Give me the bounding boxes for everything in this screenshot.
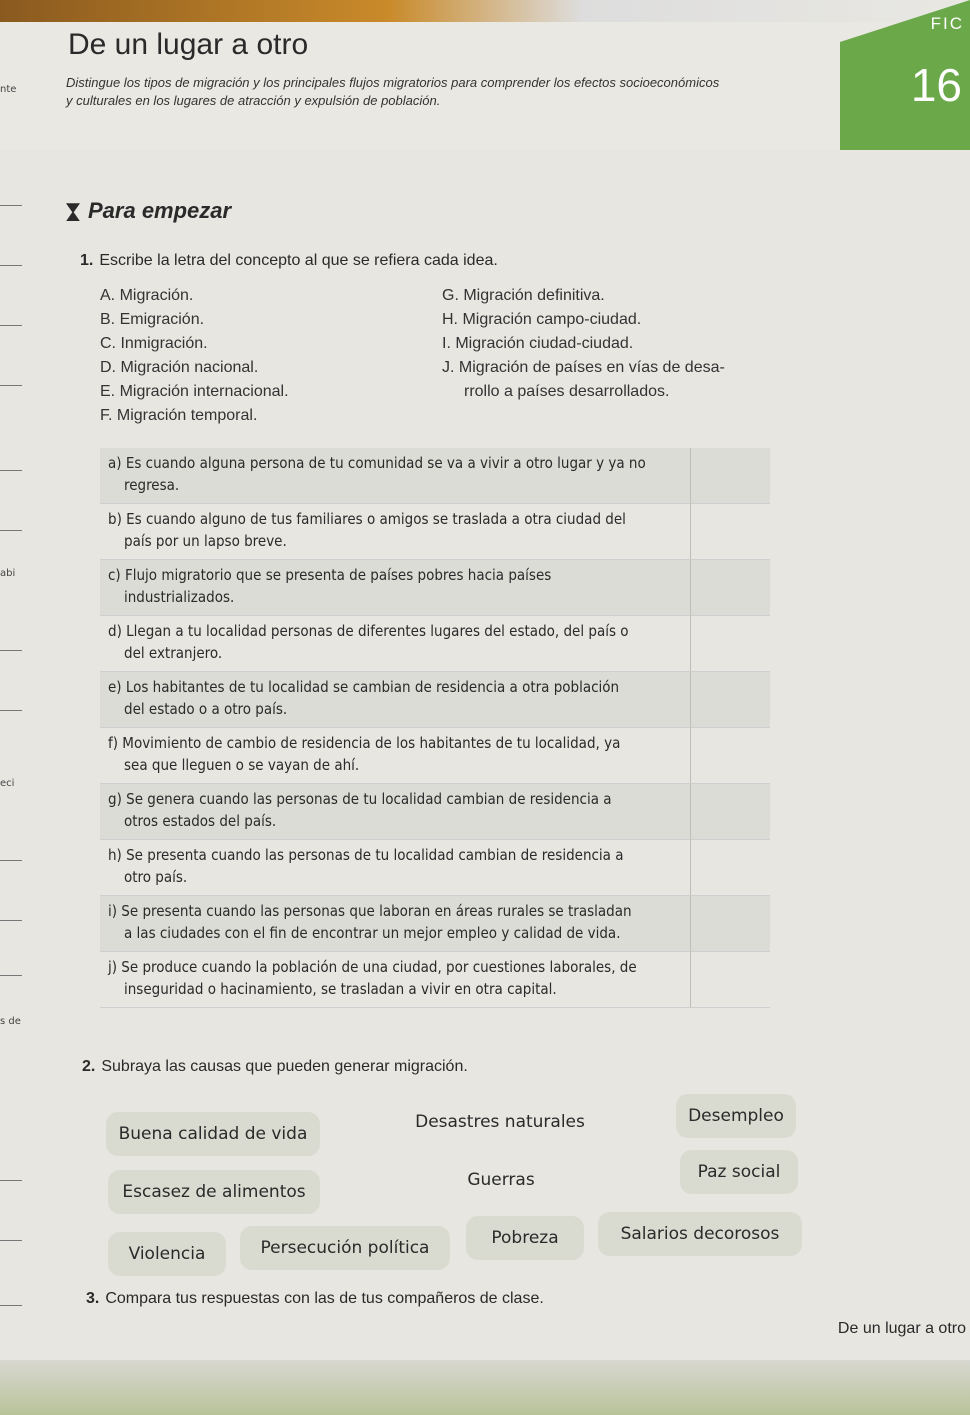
margin-tick (0, 860, 22, 861)
row-text: j) Se produce cuando la población de una ciudad, por cuestiones laborales, de (108, 958, 637, 976)
table-row (100, 504, 690, 560)
margin-tick (0, 1305, 22, 1306)
concept-item: G. Migración definitiva. (442, 287, 605, 304)
page-number: 16 (910, 59, 962, 111)
answer-cell[interactable] (690, 840, 770, 896)
margin-tick (0, 650, 22, 651)
answer-cell[interactable] (690, 504, 770, 560)
page-footer: De un lugar a otro (837, 1320, 966, 1337)
row-text: c) Flujo migratorio que se presenta de países pobres hacia países (108, 566, 552, 584)
row-text: otros estados del país. (124, 812, 277, 830)
cause-chip[interactable]: Guerras (467, 1170, 535, 1190)
question-1 (80, 252, 498, 270)
question-prompt: Compara tus respuestas con las de tus compañeros de clase. (105, 1290, 544, 1307)
concept-item: I. Migración ciudad-ciudad. (442, 335, 634, 352)
row-text: d) Llegan a tu localidad personas de diferentes lugares del estado, del país o (108, 622, 629, 640)
row-text: b) Es cuando alguno de tus familiares o amigos se traslada a otra ciudad del (108, 510, 626, 528)
top-color-strip (0, 0, 970, 22)
cause-chip[interactable]: Desempleo (676, 1094, 796, 1138)
concept-item: C. Inmigración. (100, 335, 208, 352)
concepts-right (442, 284, 725, 404)
concept-item: F. Migración temporal. (100, 407, 258, 424)
answer-cell[interactable] (690, 560, 770, 616)
hourglass-icon (66, 203, 80, 221)
margin-tick (0, 265, 22, 266)
section-title-text: Para empezar (88, 198, 232, 223)
concept-item-continued: rrollo a países desarrollados. (464, 383, 670, 400)
margin-fragment: abi (0, 568, 16, 579)
question-prompt: Escribe la letra del concepto al que se refiera cada idea. (99, 252, 498, 269)
margin-tick (0, 1240, 22, 1241)
question-prompt: Subraya las causas que pueden generar migración. (101, 1058, 468, 1075)
cause-chip[interactable]: Escasez de alimentos (108, 1170, 320, 1214)
row-text: regresa. (124, 476, 180, 494)
concepts-left (100, 284, 289, 428)
question-number: 2. (82, 1058, 96, 1075)
row-text: del extranjero. (124, 644, 223, 662)
question-3 (86, 1290, 544, 1308)
margin-tick (0, 385, 22, 386)
question-2 (82, 1058, 468, 1076)
row-text: otro país. (124, 868, 188, 886)
table-row (100, 672, 690, 728)
margin-tick (0, 1180, 22, 1181)
table-row (100, 560, 690, 616)
row-text: a) Es cuando alguna persona de tu comunidad se va a vivir a otro lugar y ya no (108, 454, 646, 472)
table-row (100, 448, 690, 504)
answer-cell[interactable] (690, 616, 770, 672)
cause-chip[interactable]: Persecución política (240, 1226, 450, 1270)
row-text: g) Se genera cuando las personas de tu localidad cambian de residencia a (108, 790, 612, 808)
margin-fragment: nte (0, 84, 17, 95)
cause-chip[interactable]: Paz social (680, 1150, 798, 1194)
concept-item: A. Migración. (100, 287, 194, 304)
margin-tick (0, 975, 22, 976)
table-row (100, 952, 690, 1008)
row-text: del estado o a otro país. (124, 700, 288, 718)
row-text: inseguridad o hacinamiento, se trasladan a vivir en otra capital. (124, 980, 557, 998)
table-row (100, 840, 690, 896)
cause-chip[interactable]: Pobreza (466, 1216, 584, 1260)
concept-item: J. Migración de países en vías de desa- (442, 359, 725, 376)
cause-chip[interactable]: Desastres naturales (415, 1112, 585, 1132)
concept-item: E. Migración internacional. (100, 383, 289, 400)
table-row (100, 784, 690, 840)
margin-tick (0, 470, 22, 471)
cause-chip[interactable]: Violencia (108, 1232, 226, 1276)
row-text: h) Se presenta cuando las personas de tu localidad cambian de residencia a (108, 846, 624, 864)
answer-cell[interactable] (690, 728, 770, 784)
concept-item: B. Emigración. (100, 311, 205, 328)
cause-chip[interactable]: Salarios decorosos (598, 1212, 802, 1256)
row-text: sea que lleguen o se vayan de ahí. (124, 756, 360, 774)
subtitle-line-1: Distingue los tipos de migración y los principales flujos migratorios para comprender los efectos socioeconómicos (66, 75, 720, 90)
fic-label: FIC (930, 14, 964, 33)
margin-fragment: s de (0, 1016, 21, 1027)
answer-cell[interactable] (690, 672, 770, 728)
table-row (100, 728, 690, 784)
bottom-band (0, 1360, 970, 1415)
margin-tick (0, 710, 22, 711)
row-text: a las ciudades con el fin de encontrar un mejor empleo y calidad de vida. (124, 924, 621, 942)
row-text: país por un lapso breve. (124, 532, 287, 550)
page-subtitle (66, 74, 846, 110)
row-text: i) Se presenta cuando las personas que laboran en áreas rurales se trasladan (108, 902, 632, 920)
row-text: f) Movimiento de cambio de residencia de los habitantes de tu localidad, ya (108, 734, 621, 752)
table-row (100, 896, 690, 952)
cause-chip[interactable]: Buena calidad de vida (106, 1112, 320, 1156)
answer-cell[interactable] (690, 784, 770, 840)
margin-tick (0, 530, 22, 531)
answer-cell[interactable] (690, 448, 770, 504)
margin-tick (0, 205, 22, 206)
subtitle-line-2: y culturales en los lugares de atracción y expulsión de población. (66, 93, 441, 108)
question-number: 1. (80, 252, 94, 269)
page-title: De un lugar a otro (68, 28, 309, 61)
margin-tick (0, 920, 22, 921)
answer-cell[interactable] (690, 952, 770, 1008)
margin-fragment: eci (0, 778, 15, 789)
row-text: e) Los habitantes de tu localidad se cambian de residencia a otra población (108, 678, 620, 696)
margin-tick (0, 325, 22, 326)
concept-item: H. Migración campo-ciudad. (442, 311, 642, 328)
question-number: 3. (86, 1290, 100, 1307)
answer-cell[interactable] (690, 896, 770, 952)
section-title (66, 198, 231, 224)
table-row (100, 616, 690, 672)
row-text: industrializados. (124, 588, 235, 606)
concept-item: D. Migración nacional. (100, 359, 259, 376)
